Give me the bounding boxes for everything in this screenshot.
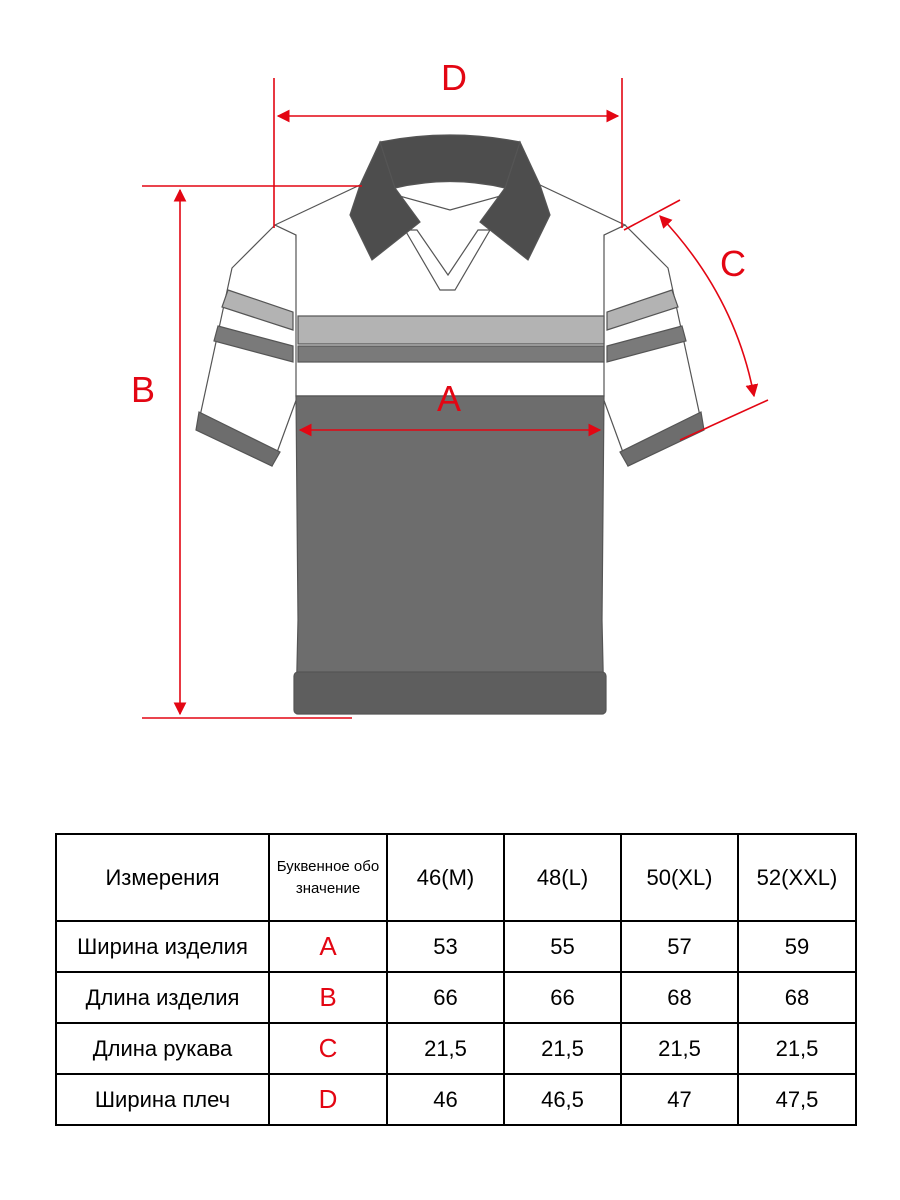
row-value: 46	[387, 1074, 504, 1125]
row-name: Ширина изделия	[56, 921, 269, 972]
row-value: 46,5	[504, 1074, 621, 1125]
row-code: C	[269, 1023, 387, 1074]
row-name: Длина изделия	[56, 972, 269, 1023]
row-value: 66	[387, 972, 504, 1023]
table-row	[56, 972, 856, 1023]
collar-band	[380, 135, 520, 188]
row-name: Длина рукава	[56, 1023, 269, 1074]
row-value: 68	[738, 972, 856, 1023]
row-value: 57	[621, 921, 738, 972]
dimension-b-label: B	[130, 369, 156, 410]
table-row	[56, 1023, 856, 1074]
row-value: 21,5	[738, 1023, 856, 1074]
row-code: A	[269, 921, 387, 972]
hem-rib	[294, 672, 606, 714]
row-value: 21,5	[621, 1023, 738, 1074]
table-row	[56, 921, 856, 972]
dimension-a-label: A	[436, 378, 462, 419]
row-value: 55	[504, 921, 621, 972]
header-measurements: Измерения	[56, 834, 269, 921]
table-row	[56, 1074, 856, 1125]
header-size-xl: 50(XL)	[621, 834, 738, 921]
row-value: 21,5	[387, 1023, 504, 1074]
row-value: 53	[387, 921, 504, 972]
row-value: 47,5	[738, 1074, 856, 1125]
header-letter-code: Буквенное обозначение	[269, 834, 387, 921]
row-code: B	[269, 972, 387, 1023]
row-code: D	[269, 1074, 387, 1125]
row-value: 66	[504, 972, 621, 1023]
header-size-m: 46(M)	[387, 834, 504, 921]
chest-stripe-light	[298, 316, 604, 344]
row-name: Ширина плеч	[56, 1074, 269, 1125]
lower-body	[296, 396, 604, 712]
row-value: 47	[621, 1074, 738, 1125]
chest-stripe-dark	[298, 346, 604, 362]
dimension-d-label: D	[441, 57, 467, 98]
row-value: 59	[738, 921, 856, 972]
dimension-c-guide-top	[624, 200, 680, 230]
table-header-row	[56, 834, 856, 921]
row-value: 68	[621, 972, 738, 1023]
size-chart-table	[55, 833, 857, 1126]
polo-shirt-illustration	[196, 135, 704, 714]
row-value: 21,5	[504, 1023, 621, 1074]
header-size-xxl: 52(XXL)	[738, 834, 856, 921]
dimension-c-label: C	[720, 243, 746, 284]
header-size-l: 48(L)	[504, 834, 621, 921]
